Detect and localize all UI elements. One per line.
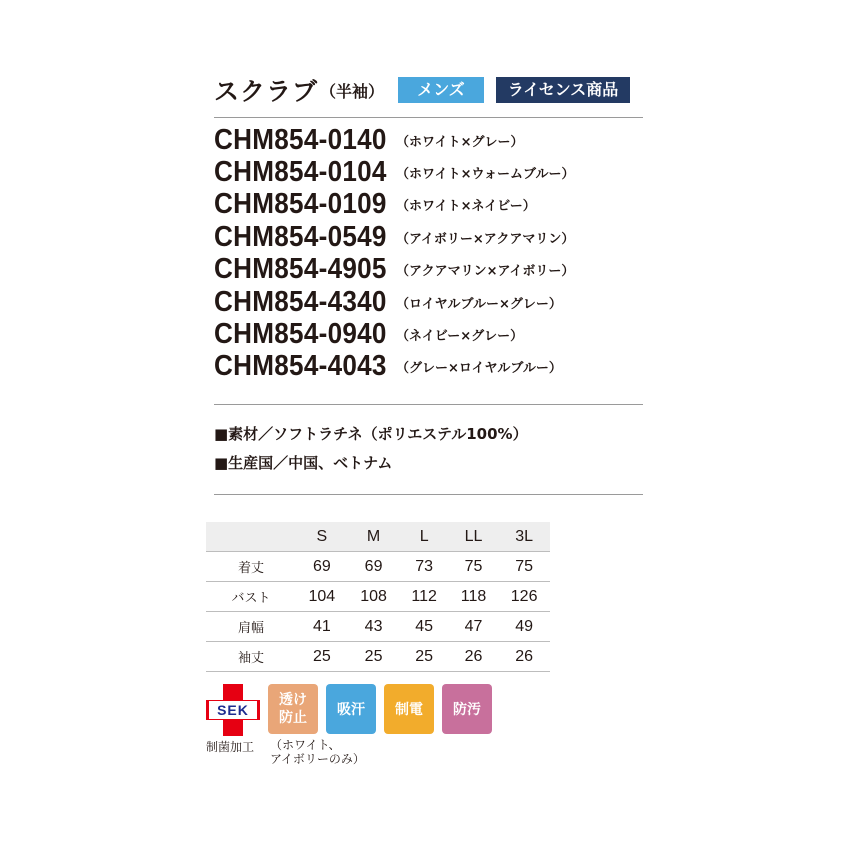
product-code-list bbox=[214, 124, 574, 383]
table-cell: 25 bbox=[399, 642, 448, 672]
color-name: （ホワイト×ネイビー） bbox=[396, 199, 536, 215]
corner-cell bbox=[206, 522, 296, 552]
product-code: CHM854-4340 bbox=[214, 285, 387, 318]
table-cell: 25 bbox=[348, 642, 400, 672]
code-row bbox=[214, 254, 574, 286]
sek-note bbox=[270, 738, 365, 766]
table-cell: 26 bbox=[449, 642, 498, 672]
divider bbox=[214, 117, 643, 118]
color-name: （グレー×ロイヤルブルー） bbox=[396, 361, 562, 377]
antistatic-icon: 制電 bbox=[384, 684, 434, 734]
code-row bbox=[214, 189, 574, 221]
sek-note-line: アイボリーのみ） bbox=[270, 752, 365, 766]
row-label: 肩幅 bbox=[206, 612, 296, 642]
row-label: バスト bbox=[206, 582, 296, 612]
table-row bbox=[206, 552, 550, 582]
size-column-header: 3L bbox=[498, 522, 550, 552]
table-row bbox=[206, 582, 550, 612]
sek-caption: 制菌加工 bbox=[206, 740, 255, 754]
product-code: CHM854-0940 bbox=[214, 318, 387, 351]
size-table bbox=[206, 522, 550, 672]
table-cell: 43 bbox=[348, 612, 400, 642]
see-through-prevention-icon bbox=[268, 684, 318, 734]
table-cell: 118 bbox=[449, 582, 498, 612]
code-row bbox=[214, 124, 574, 156]
divider bbox=[214, 404, 643, 405]
code-row bbox=[214, 351, 574, 383]
table-row bbox=[206, 642, 550, 672]
table-cell: 75 bbox=[449, 552, 498, 582]
material-spec: ■素材／ソフトラチネ（ポリエステル100%） bbox=[214, 425, 528, 443]
table-cell: 73 bbox=[399, 552, 448, 582]
code-row bbox=[214, 318, 574, 350]
code-row bbox=[214, 221, 574, 253]
table-cell: 104 bbox=[296, 582, 348, 612]
feature-label: 防止 bbox=[279, 710, 307, 726]
product-code: CHM854-4043 bbox=[214, 350, 387, 383]
title-row bbox=[214, 74, 630, 106]
table-cell: 45 bbox=[399, 612, 448, 642]
product-code: CHM854-0549 bbox=[214, 220, 387, 253]
size-column-header: M bbox=[348, 522, 400, 552]
product-code: CHM854-0140 bbox=[214, 123, 387, 156]
color-name: （ロイヤルブルー×グレー） bbox=[396, 296, 562, 312]
sek-logo-text: SEK bbox=[209, 701, 257, 719]
product-subtitle: （半袖） bbox=[320, 81, 385, 101]
color-name: （アイボリー×アクアマリン） bbox=[396, 231, 575, 247]
table-cell: 69 bbox=[296, 552, 348, 582]
color-name: （アクアマリン×アイボリー） bbox=[396, 264, 575, 280]
size-column-header: L bbox=[399, 522, 448, 552]
row-label: 着丈 bbox=[206, 552, 296, 582]
table-cell: 69 bbox=[348, 552, 400, 582]
sweat-absorption-icon: 吸汗 bbox=[326, 684, 376, 734]
mens-badge: メンズ bbox=[398, 77, 484, 103]
table-cell: 126 bbox=[498, 582, 550, 612]
color-name: （ネイビー×グレー） bbox=[396, 329, 524, 345]
row-label: 袖丈 bbox=[206, 642, 296, 672]
table-cell: 26 bbox=[498, 642, 550, 672]
product-code: CHM854-0104 bbox=[214, 156, 387, 189]
table-cell: 25 bbox=[296, 642, 348, 672]
table-row bbox=[206, 612, 550, 642]
color-name: （ホワイト×グレー） bbox=[396, 134, 524, 150]
size-column-header: S bbox=[296, 522, 348, 552]
table-cell: 49 bbox=[498, 612, 550, 642]
sek-logo-icon bbox=[206, 684, 260, 736]
product-code: CHM854-0109 bbox=[214, 188, 387, 221]
origin-spec: ■生産国／中国、ベトナム bbox=[214, 454, 393, 472]
stain-resistant-icon: 防汚 bbox=[442, 684, 492, 734]
license-badge: ライセンス商品 bbox=[496, 77, 630, 103]
table-cell: 112 bbox=[399, 582, 448, 612]
size-column-header: LL bbox=[449, 522, 498, 552]
color-name: （ホワイト×ウォームブルー） bbox=[396, 167, 575, 183]
divider bbox=[214, 494, 643, 495]
code-row bbox=[214, 156, 574, 188]
product-title: スクラブ bbox=[214, 77, 319, 106]
table-cell: 108 bbox=[348, 582, 400, 612]
code-row bbox=[214, 286, 574, 318]
spec-list bbox=[214, 420, 528, 478]
table-cell: 75 bbox=[498, 552, 550, 582]
product-code: CHM854-4905 bbox=[214, 253, 387, 286]
size-header-row bbox=[206, 522, 550, 552]
sek-note-line: （ホワイト、 bbox=[270, 738, 341, 752]
table-cell: 41 bbox=[296, 612, 348, 642]
feature-label: 透け bbox=[279, 692, 307, 708]
table-cell: 47 bbox=[449, 612, 498, 642]
